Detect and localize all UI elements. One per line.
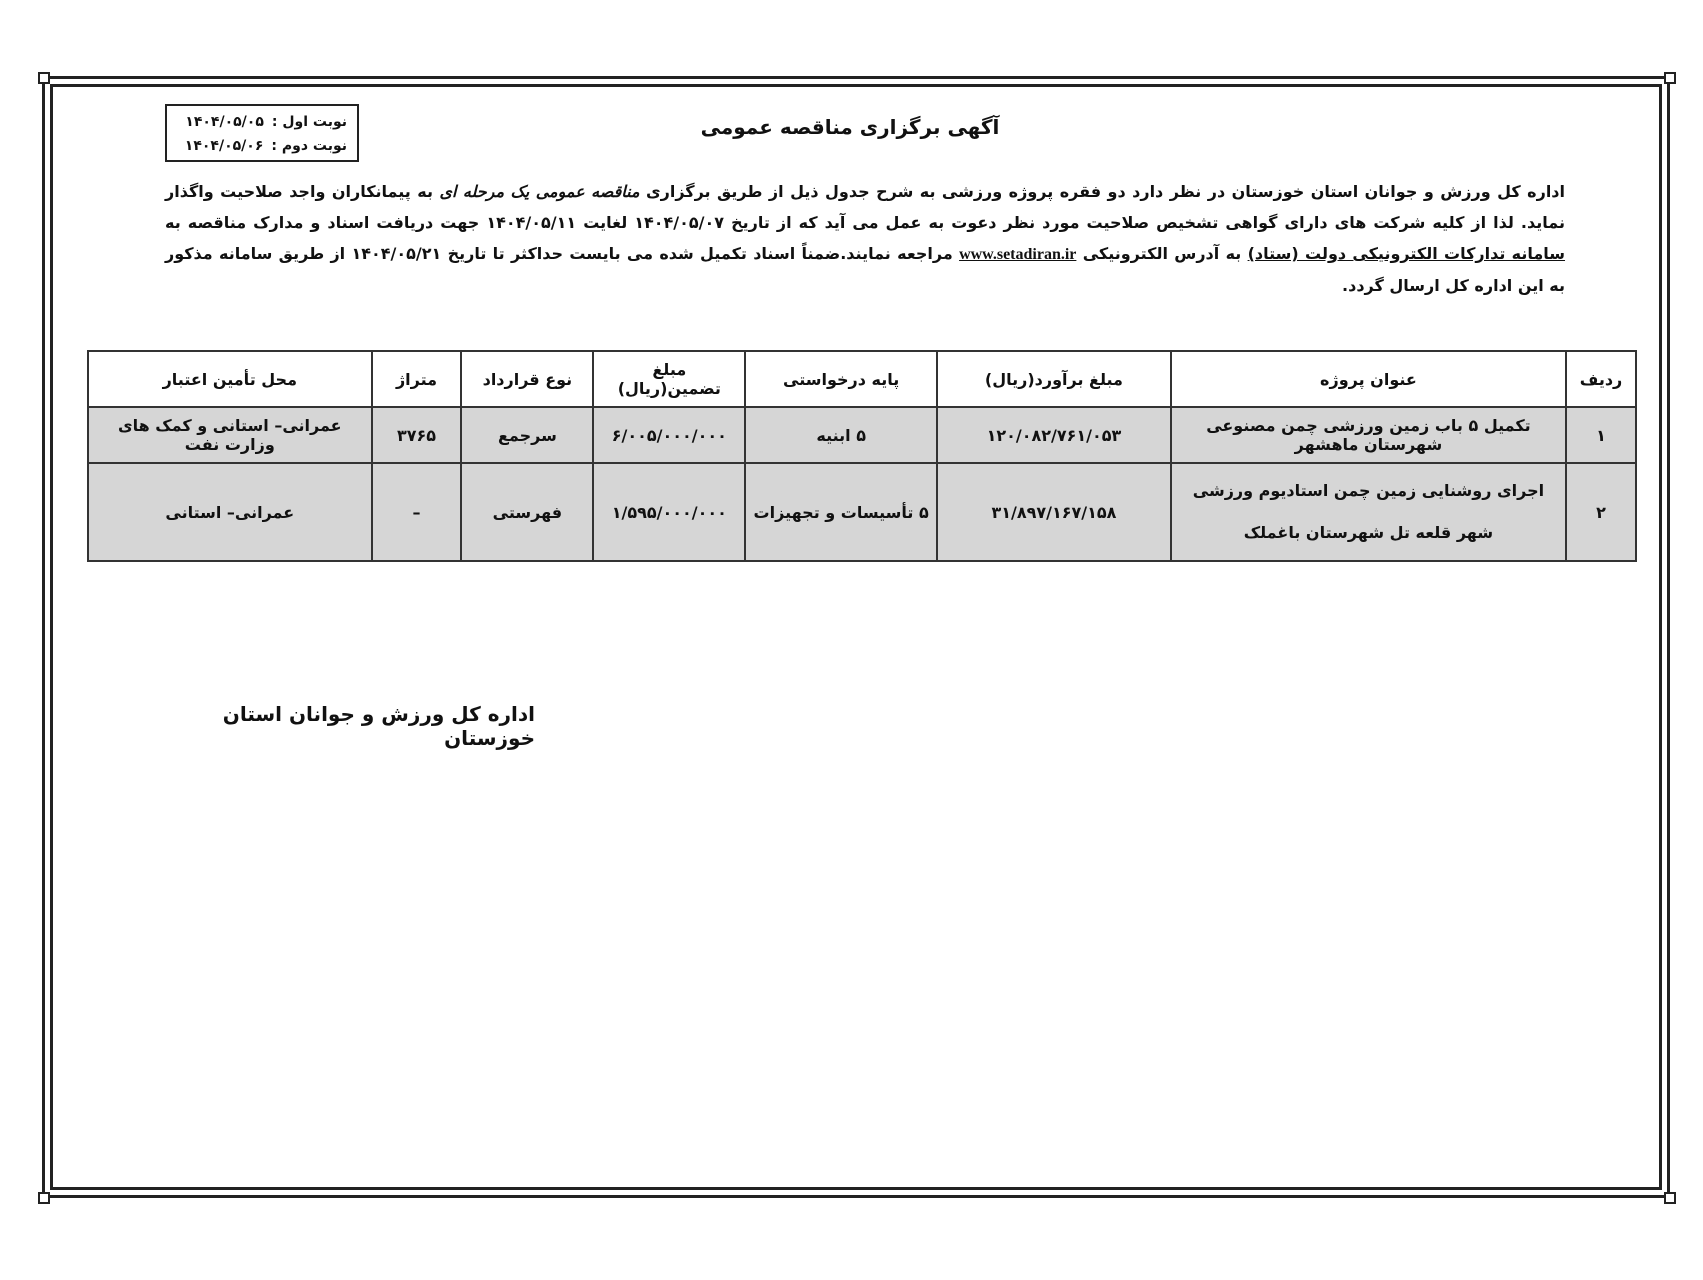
- second-round-row: [177, 134, 347, 158]
- project-title-line: تکمیل ۵ باب زمین ورزشی چمن مصنوعی شهرستان ماهشهر: [1206, 416, 1531, 454]
- intro-part1: اداره کل ورزش و جوانان استان خوزستان در نظر دارد دو فقره پروژه ورزشی به شرح جدول ذیل از طریق برگزاری: [639, 182, 1565, 201]
- system-name: سامانه تدارکات الکترونیکی دولت (ستاد): [1247, 244, 1566, 263]
- intro-part4: مراجعه نمایند.ضمناً اسناد تکمیل شده می بایست حداکثر تا تاریخ ۱۴۰۴/۰۵/۲۱ از طریق سامانه مذکور به این اداره کل ارسال گردد.: [165, 244, 1565, 295]
- corner-ornament: [38, 72, 50, 84]
- table-header-row: [88, 351, 1636, 407]
- project-title-line: شهر قلعه تل شهرستان باغملک: [1243, 523, 1494, 542]
- intro-part3: به آدرس الکترونیکی: [1076, 244, 1248, 263]
- header-guarantee: مبلغ تضمین(ریال): [593, 351, 745, 407]
- table-row: [88, 407, 1636, 463]
- cell-estimate: ۱۲۰/۰۸۲/۷۶۱/۰۵۳: [937, 407, 1171, 463]
- tender-table: [87, 350, 1637, 562]
- cell-project-title: [1171, 463, 1566, 561]
- cell-area: ۳۷۶۵: [372, 407, 462, 463]
- cell-required-grade: ۵ ابنیه: [745, 407, 937, 463]
- cell-row-no: ۲: [1566, 463, 1636, 561]
- first-round-date: ۱۴۰۴/۰۵/۰۵: [185, 114, 264, 130]
- second-round-label: نوبت دوم :: [271, 138, 347, 154]
- header-project-title: عنوان پروژه: [1171, 351, 1566, 407]
- header-funding-source: محل تأمین اعتبار: [88, 351, 372, 407]
- project-title-line: اجرای روشنایی زمین چمن استادیوم ورزشی: [1192, 481, 1545, 500]
- corner-ornament: [1664, 1192, 1676, 1204]
- intro-part2: به پیمانکاران واجد صلاحیت واگذار نماید. لذا از کلیه شرکت های دارای گواهی تشخیص صلاحیت مورد نظر دعوت به عمل می آید که از تاریخ ۱۴۰۴/۰۵/۰۷ لغایت ۱۴۰۴/۰۵/۱۱ جهت دریافت اسناد و مدارک مناقصه به: [165, 182, 1566, 232]
- corner-ornament: [38, 1192, 50, 1204]
- table-row: [88, 463, 1636, 561]
- issuer-signature: اداره کل ورزش و جوانان استان خوزستان: [222, 702, 535, 750]
- setadiran-link[interactable]: www.setadiran.ir: [959, 246, 1077, 263]
- cell-funding-source: عمرانی– استانی و کمک های وزارت نفت: [88, 407, 372, 463]
- cell-guarantee: ۱/۵۹۵/۰۰۰/۰۰۰: [593, 463, 745, 561]
- cell-area: –: [372, 463, 462, 561]
- intro-emphasis: مناقصه عمومی یک مرحله ای: [439, 182, 640, 201]
- cell-contract-type: فهرستی: [461, 463, 593, 561]
- cell-estimate: ۳۱/۸۹۷/۱۶۷/۱۵۸: [937, 463, 1171, 561]
- notice-title: آگهی برگزاری مناقصه عمومی: [700, 115, 1000, 139]
- cell-contract-type: سرجمع: [461, 407, 593, 463]
- first-round-label: نوبت اول :: [271, 114, 347, 130]
- header-estimate: مبلغ برآورد(ریال): [937, 351, 1171, 407]
- header-contract-type: نوع قرارداد: [461, 351, 593, 407]
- first-round-row: [177, 110, 347, 134]
- cell-row-no: ۱: [1566, 407, 1636, 463]
- cell-required-grade: ۵ تأسیسات و تجهیزات: [745, 463, 937, 561]
- intro-paragraph: [165, 176, 1565, 301]
- second-round-date: ۱۴۰۴/۰۵/۰۶: [184, 138, 264, 154]
- cell-guarantee: ۶/۰۰۵/۰۰۰/۰۰۰: [593, 407, 745, 463]
- publication-dates-box: [165, 104, 359, 162]
- header-required-grade: پایه درخواستی: [745, 351, 937, 407]
- header-row-no: ردیف: [1566, 351, 1636, 407]
- corner-ornament: [1664, 72, 1676, 84]
- header-area: متراژ: [372, 351, 462, 407]
- cell-project-title: [1171, 407, 1566, 463]
- cell-funding-source: عمرانی– استانی: [88, 463, 372, 561]
